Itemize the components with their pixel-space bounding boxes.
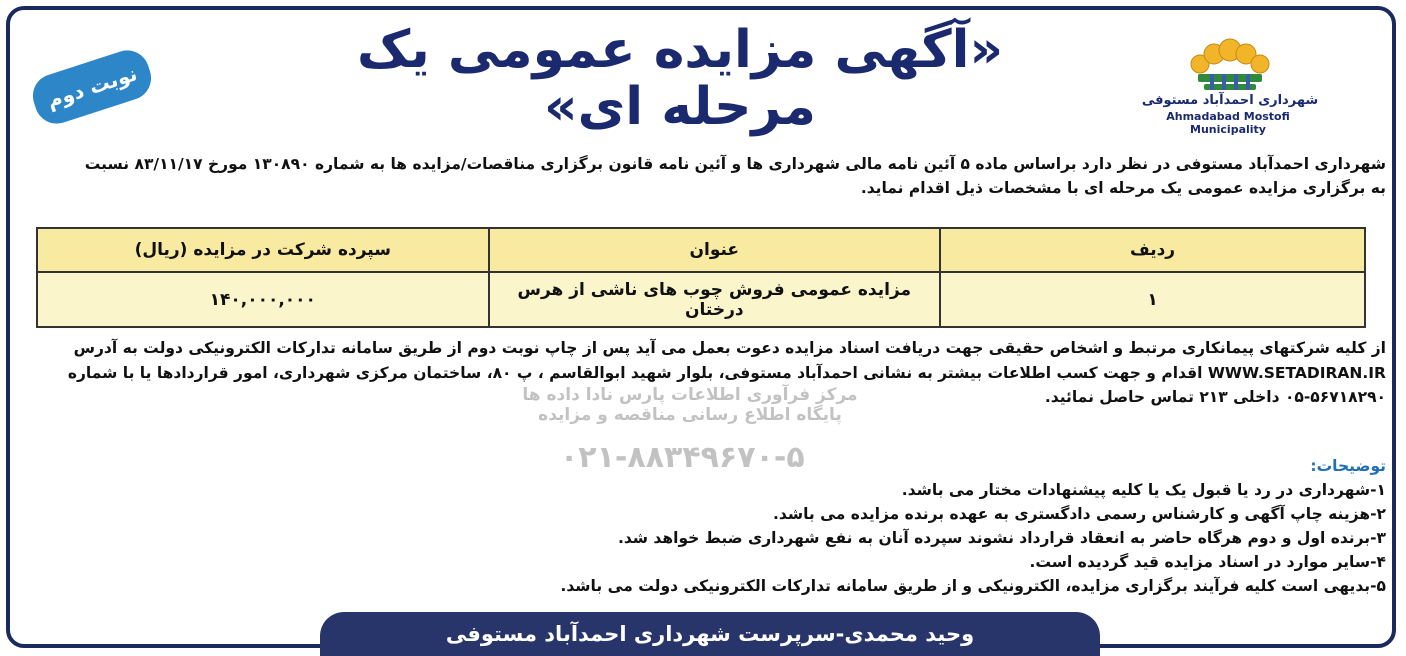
signature-banner <box>320 612 1100 656</box>
watermark-line-2: پایگاه اطلاع رسانی مناقصه و مزایده <box>538 405 842 425</box>
note-item: ۵-بدیهی است کلیه فرآیند برگزاری مزایده، الکترونیکی و از طریق سامانه تدارکات الکترونیکی دولت می باشد. <box>560 577 1386 595</box>
cell-deposit: ۱۴۰,۰۰۰,۰۰۰ <box>37 272 489 327</box>
watermark-phone: ۰۲۱-۸۸۳۴۹۶۷۰-۵ <box>560 440 805 475</box>
auction-table <box>36 227 1366 328</box>
cell-title: مزایده عمومی فروش چوب های ناشی از هرس درختان <box>489 272 941 327</box>
signature-text: وحید محمدی-سرپرست شهرداری احمدآباد مستوفی <box>445 622 975 646</box>
table-row <box>37 272 1365 327</box>
col-header-row-number: ردیف <box>940 228 1365 272</box>
notes-title: توضیحات: <box>1310 457 1386 475</box>
table-header-row <box>37 228 1365 272</box>
col-header-deposit: سپرده شرکت در مزایده (ریال) <box>37 228 489 272</box>
note-item: ۴-سایر موارد در اسناد مزایده قید گردیده است. <box>1029 553 1386 571</box>
note-item: ۱-شهرداری در رد یا قبول یک یا کلیه پیشنهادات مختار می باشد. <box>901 481 1386 499</box>
ad-title: «آگهی مزایده عمومی یک مرحله ای» <box>356 20 1004 138</box>
second-publication-badge: نوبت دوم <box>27 45 157 130</box>
watermark <box>430 385 950 425</box>
col-header-title: عنوان <box>489 228 941 272</box>
intro-line-2: به برگزاری مزایده عمومی یک مرحله ای با مشخصات ذیل اقدام نماید. <box>860 179 1386 197</box>
intro-line-1: شهرداری احمدآباد مستوفی در نظر دارد براساس ماده ۵ آئین نامه مالی شهرداری ها و آئین نامه قانون برگزاری مناقصات/مزایده ها به شماره ۱۳۰۸۹۰ مورخ ۸۳/۱۱/۱۷ نسبت <box>84 155 1386 173</box>
note-item: ۲-هزینه چاپ آگهی و کارشناس رسمی دادگستری به عهده برنده مزایده می باشد. <box>773 505 1386 523</box>
watermark-line-1: مرکز فرآوری اطلاعات پارس نادا داده ها <box>522 385 858 405</box>
logo-emblem-icon <box>1138 34 1318 110</box>
body-line-1: از کلیه شرکتهای پیمانکاری مرتبط و اشخاص حقیقی جهت دریافت اسناد مزایده دعوت بعمل می آید پس از چاپ نوبت دوم از طریق سامانه تدارکات الکترونیکی دولت به آدرس <box>73 339 1386 357</box>
note-item: ۳-برنده اول و دوم هرگاه حاضر به انعقاد قرارداد نشوند سپرده آنان به نفع شهرداری ضبط خواهد شد. <box>617 529 1386 547</box>
logo-en-caption: Ahmadabad Mostofi Municipality <box>1166 110 1290 136</box>
intro-paragraph <box>20 152 1386 200</box>
cell-row-number: ۱ <box>940 272 1365 327</box>
logo-fa-text: شهرداری احمدآباد مستوفی <box>1141 93 1318 108</box>
body-line-3: ۰۵-۵۶۷۱۸۲۹۰ داخلی ۲۱۳ تماس حاصل نمائید. <box>1044 388 1386 406</box>
body-line-2: WWW.SETADIRAN.IR اقدام و جهت کسب اطلاعات بیشتر به نشانی احمدآباد مستوفی، بلوار شهید ابوالقاسم ، پ ۸۰، ساختمان مرکزی شهرداری، امور قراردادها یا با شماره <box>67 363 1386 382</box>
municipality-logo <box>1138 34 1318 136</box>
notes-section <box>20 454 1386 598</box>
